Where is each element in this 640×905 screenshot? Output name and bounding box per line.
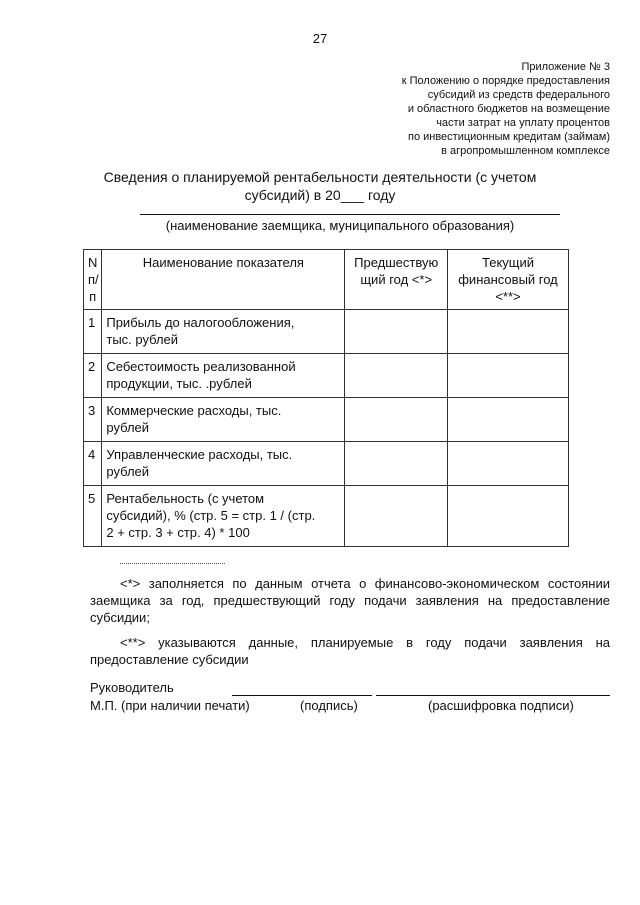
row-indicator: [102, 354, 345, 398]
header-previous-year: [345, 250, 448, 310]
row-num: 2: [84, 354, 102, 398]
appendix-header: [280, 60, 610, 158]
table-row: [84, 354, 569, 398]
row-num: 1: [84, 310, 102, 354]
row-indicator-line: Управленческие расходы, тыс.: [106, 447, 293, 462]
appendix-line: субсидий из средств федерального: [427, 89, 610, 101]
table-row: [84, 442, 569, 486]
appendix-line: и областного бюджетов на возмещение: [407, 103, 610, 115]
row-indicator-line: Рентабельность (с учетом: [106, 491, 265, 506]
table-row: [84, 310, 569, 354]
row-indicator-line: рублей: [106, 420, 150, 435]
header-indicator: Наименование показателя: [102, 250, 345, 310]
header-cur-line: <**>: [495, 289, 521, 304]
appendix-line: по инвестиционным кредитам (займам): [407, 131, 610, 143]
row-indicator-line: продукции, тыс. .рублей: [106, 376, 252, 391]
row-indicator: [102, 442, 345, 486]
row-previous-value[interactable]: [345, 486, 448, 547]
borrower-name-line[interactable]: [140, 214, 560, 215]
row-indicator-line: тыс. рублей: [106, 332, 179, 347]
row-indicator-line: 2 + стр. 3 + стр. 4) * 100: [106, 525, 250, 540]
signature-decode-line[interactable]: [376, 695, 610, 696]
row-num: 4: [84, 442, 102, 486]
title-line: субсидий) в 20___ году: [244, 187, 396, 203]
row-current-value[interactable]: [448, 442, 569, 486]
row-indicator: [102, 310, 345, 354]
header-current-year: [448, 250, 569, 310]
appendix-line: в агропромышленном комплексе: [441, 145, 610, 157]
table-header-row: [84, 250, 569, 310]
header-cur-line: Текущий: [482, 255, 534, 270]
header-prev-line: щий год <*>: [360, 272, 433, 287]
appendix-line: к Положению о порядке предоставления: [401, 75, 610, 87]
borrower-name-caption: (наименование заемщика, муниципального образования): [165, 218, 515, 233]
header-num-line: п/п: [88, 272, 99, 304]
page-number: 27: [312, 31, 328, 46]
row-indicator-line: Коммерческие расходы, тыс.: [106, 403, 282, 418]
row-indicator-line: Себестоимость реализованной: [106, 359, 296, 374]
signature-decode-caption: (расшифровка подписи): [428, 698, 574, 713]
row-indicator-line: субсидий), % (стр. 5 = стр. 1 / (стр.: [106, 508, 316, 523]
row-previous-value[interactable]: [345, 398, 448, 442]
title-line: Сведения о планируемой рентабельности деятельности (с учетом: [103, 169, 537, 185]
row-indicator: [102, 398, 345, 442]
row-previous-value[interactable]: [345, 442, 448, 486]
row-num: 3: [84, 398, 102, 442]
footnote-previous-year: <*> заполняется по данным отчета о финансово-экономическом состоянии заемщика за год, предшествующий году подачи заявления на предоставление субсидии;: [90, 576, 610, 625]
footnote-separator: [120, 563, 225, 564]
row-indicator-line: рублей: [106, 464, 150, 479]
signature-line[interactable]: [232, 695, 372, 696]
row-current-value[interactable]: [448, 310, 569, 354]
table-row: [84, 486, 569, 547]
row-previous-value[interactable]: [345, 354, 448, 398]
row-num: 5: [84, 486, 102, 547]
stamp-caption: М.П. (при наличии печати): [90, 698, 250, 713]
row-current-value[interactable]: [448, 486, 569, 547]
profitability-table: [83, 249, 569, 547]
signature-caption: (подпись): [300, 698, 358, 713]
appendix-line: Приложение № 3: [521, 61, 610, 73]
row-indicator: [102, 486, 345, 547]
footnote-current-year: <**> указываются данные, планируемые в году подачи заявления на предоставление субсидии: [90, 635, 610, 667]
row-current-value[interactable]: [448, 398, 569, 442]
appendix-line: части затрат на уплату процентов: [436, 117, 610, 129]
header-cur-line: финансовый год: [458, 272, 558, 287]
document-title: [100, 168, 540, 204]
signature-role-label: Руководитель: [90, 680, 174, 695]
header-prev-line: Предшествую: [354, 255, 439, 270]
header-num-line: N: [88, 255, 98, 270]
row-current-value[interactable]: [448, 354, 569, 398]
header-num: [84, 250, 102, 310]
row-indicator-line: Прибыль до налогообложения,: [106, 315, 295, 330]
row-previous-value[interactable]: [345, 310, 448, 354]
table-row: [84, 398, 569, 442]
